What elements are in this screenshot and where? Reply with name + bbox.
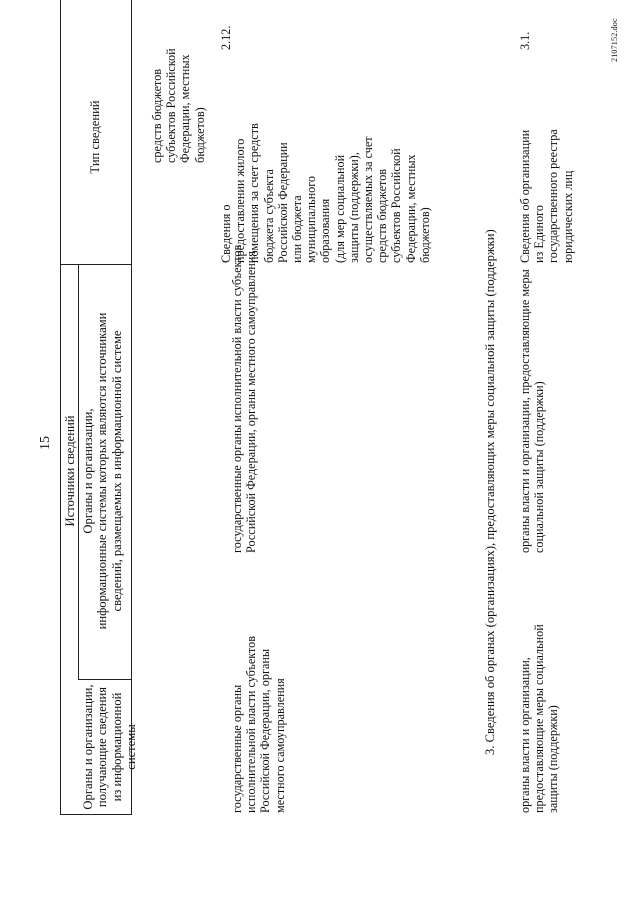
row-receivers: органы власти и организации, предоставляющие меры социальной защиты (поддержки) (518, 624, 561, 813)
row-number: 2.12. (219, 25, 233, 50)
row-type-of-data: Сведения о предоставлении жилого помещения за счет средств бюджета субъекта Российской Федерации или бюджета муниципального образования (для мер социальной защиты (поддержки), осуществляемых за счет средств бюджетов субъектов Российской Федерации, местных бюджетов) (219, 123, 432, 263)
sources-subheader-rule (78, 265, 79, 680)
header-providers: Органы и организации, информационные системы которых являются источниками сведений, размещаемых в информационной системе (81, 312, 124, 630)
row-receivers: государственные органы исполнительной власти субъектов Российской Федерации, органы местного самоуправления (230, 635, 287, 813)
header-sources: Источники сведений (63, 415, 77, 527)
header-vertical-rule-receivers (78, 679, 132, 680)
table-left-rule (60, 814, 132, 815)
header-type-of-data: Тип сведений (88, 100, 102, 174)
header-receivers: Органы и организации, получающие сведения из информационной системы (81, 684, 139, 810)
row-continuation-type: средств бюджетов субъектов Российской Федерации, местных бюджетов) (150, 48, 207, 163)
row-providers: государственные органы исполнительной власти субъектов Российской Федерации, органы местного самоуправления (230, 244, 259, 553)
section-heading: 3. Сведения об органах (организациях), предоставляющих меры социальной защиты (поддержки) (483, 229, 497, 755)
page-number: 15 (38, 436, 53, 450)
row-type-of-data: Сведения об организации из Единого государственного реестра юридических лиц (518, 129, 575, 263)
row-number: 3.1. (518, 31, 532, 50)
document-id: 2107152.doc (610, 18, 619, 62)
table-top-rule (60, 0, 61, 815)
row-providers: органы власти и организации, предоставляющие меры социальной защиты (поддержки) (518, 269, 547, 553)
